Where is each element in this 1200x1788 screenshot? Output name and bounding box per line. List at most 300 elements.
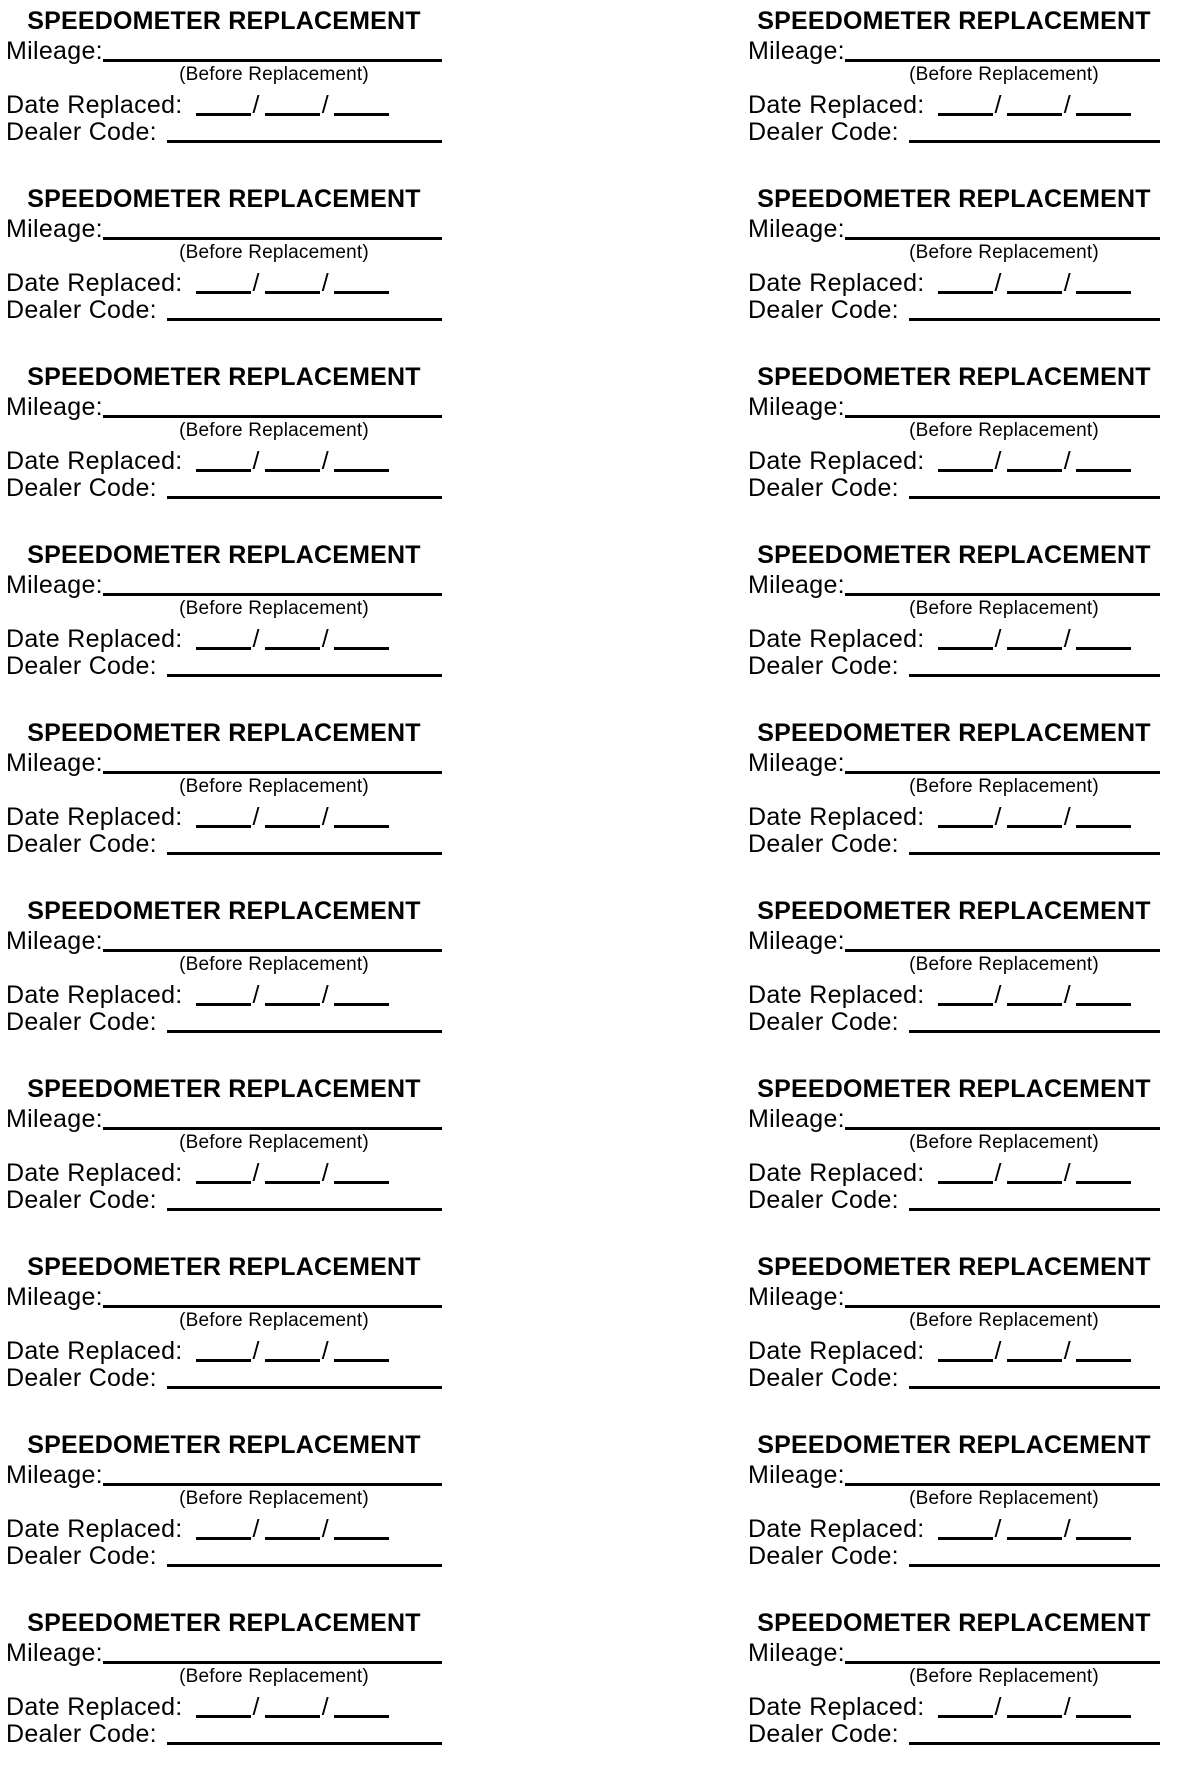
mileage-label: Mileage:: [6, 1639, 103, 1667]
mileage-fill-line[interactable]: [845, 394, 1160, 418]
dealer-code-row: [748, 1721, 1160, 1748]
mileage-fill-line[interactable]: [845, 572, 1160, 596]
dealer-code-fill-line[interactable]: [167, 297, 442, 321]
dealer-code-label: Dealer Code:: [6, 652, 157, 680]
date-blank-2[interactable]: [265, 1160, 320, 1184]
speedometer-replacement-block: [6, 364, 442, 542]
mileage-label: Mileage:: [748, 1461, 845, 1489]
date-blank-2[interactable]: [1007, 1160, 1062, 1184]
block-title: SPEEDOMETER REPLACEMENT: [27, 541, 421, 569]
block-title: SPEEDOMETER REPLACEMENT: [757, 1431, 1151, 1459]
date-blank-3[interactable]: [334, 448, 389, 472]
dealer-code-label: Dealer Code:: [748, 118, 899, 146]
dealer-code-label: Dealer Code:: [748, 474, 899, 502]
date-blank-1[interactable]: [196, 1160, 251, 1184]
block-title: SPEEDOMETER REPLACEMENT: [27, 897, 421, 925]
mileage-fill-line[interactable]: [845, 216, 1160, 240]
dealer-code-label: Dealer Code:: [6, 1542, 157, 1570]
date-replaced-row: [6, 448, 442, 475]
dealer-code-fill-line[interactable]: [909, 1543, 1160, 1567]
mileage-fill-line[interactable]: [845, 750, 1160, 774]
date-blank-3[interactable]: [334, 1516, 389, 1540]
dealer-code-fill-line[interactable]: [909, 653, 1160, 677]
date-separator-2: /: [1063, 1693, 1072, 1721]
mileage-label: Mileage:: [6, 749, 103, 777]
dealer-code-row: [748, 831, 1160, 858]
date-replaced-row: [6, 1516, 442, 1543]
mileage-fill-line[interactable]: [845, 38, 1160, 62]
block-title: SPEEDOMETER REPLACEMENT: [27, 1431, 421, 1459]
mileage-label: Mileage:: [6, 571, 103, 599]
date-replaced-row: [748, 92, 1160, 119]
date-blank-1[interactable]: [938, 92, 993, 116]
mileage-label: Mileage:: [6, 215, 103, 243]
date-blank-3[interactable]: [334, 626, 389, 650]
dealer-code-fill-line[interactable]: [909, 1187, 1160, 1211]
date-blank-1[interactable]: [196, 982, 251, 1006]
before-replacement-note: (Before Replacement): [909, 954, 1099, 975]
date-blank-1[interactable]: [196, 270, 251, 294]
before-replacement-note: (Before Replacement): [909, 776, 1099, 797]
date-replaced-label: Date Replaced:: [6, 447, 183, 475]
before-replacement-note: (Before Replacement): [179, 1666, 369, 1687]
dealer-code-fill-line[interactable]: [167, 1721, 442, 1745]
dealer-code-row: [748, 475, 1160, 502]
dealer-code-fill-line[interactable]: [167, 1365, 442, 1389]
date-blank-2[interactable]: [1007, 626, 1062, 650]
date-blank-2[interactable]: [1007, 1338, 1062, 1362]
date-separator-2: /: [321, 1693, 330, 1721]
date-separator-2: /: [321, 981, 330, 1009]
mileage-fill-line[interactable]: [103, 1462, 442, 1486]
date-blank-1[interactable]: [196, 1694, 251, 1718]
date-blank-2[interactable]: [1007, 92, 1062, 116]
dealer-code-row: [748, 119, 1160, 146]
date-separator-1: /: [994, 1693, 1002, 1721]
mileage-row: [748, 1106, 1160, 1133]
date-blank-3[interactable]: [1076, 804, 1131, 828]
date-blank-3[interactable]: [334, 1338, 389, 1362]
date-replaced-label: Date Replaced:: [6, 1693, 183, 1721]
mileage-fill-line[interactable]: [845, 1106, 1160, 1130]
before-replacement-note: (Before Replacement): [179, 1310, 369, 1331]
date-separator-1: /: [252, 91, 260, 119]
dealer-code-label: Dealer Code:: [6, 1186, 157, 1214]
date-replaced-label: Date Replaced:: [6, 981, 183, 1009]
speedometer-replacement-block: [6, 542, 442, 720]
mileage-label: Mileage:: [6, 37, 103, 65]
block-title: SPEEDOMETER REPLACEMENT: [757, 7, 1151, 35]
date-replaced-row: [6, 1338, 442, 1365]
dealer-code-fill-line[interactable]: [909, 831, 1160, 855]
date-blank-1[interactable]: [938, 1338, 993, 1362]
mileage-row: [748, 928, 1160, 955]
date-separator-2: /: [321, 91, 330, 119]
dealer-code-row: [6, 1009, 442, 1036]
before-replacement-note: (Before Replacement): [179, 1488, 369, 1509]
date-replaced-row: [6, 804, 442, 831]
speedometer-replacement-block: [748, 542, 1160, 720]
date-blank-2[interactable]: [265, 1516, 320, 1540]
date-blank-1[interactable]: [196, 626, 251, 650]
dealer-code-label: Dealer Code:: [748, 1186, 899, 1214]
date-blank-2[interactable]: [265, 270, 320, 294]
dealer-code-row: [6, 1543, 442, 1570]
date-replaced-label: Date Replaced:: [6, 1337, 183, 1365]
date-blank-3[interactable]: [1076, 626, 1131, 650]
mileage-row: [6, 1462, 442, 1489]
date-separator-1: /: [252, 1515, 260, 1543]
date-blank-3[interactable]: [1076, 1338, 1131, 1362]
date-separator-1: /: [994, 91, 1002, 119]
date-separator-1: /: [252, 803, 260, 831]
speedometer-replacement-block: [6, 8, 442, 186]
mileage-fill-line[interactable]: [103, 572, 442, 596]
dealer-code-fill-line[interactable]: [909, 1009, 1160, 1033]
date-separator-2: /: [321, 1159, 330, 1187]
date-blank-2[interactable]: [1007, 1516, 1062, 1540]
date-separator-1: /: [252, 1337, 260, 1365]
date-blank-1[interactable]: [938, 982, 993, 1006]
date-separator-1: /: [252, 625, 260, 653]
mileage-label: Mileage:: [748, 215, 845, 243]
date-blank-3[interactable]: [1076, 92, 1131, 116]
before-replacement-note: (Before Replacement): [909, 1488, 1099, 1509]
dealer-code-label: Dealer Code:: [748, 296, 899, 324]
date-separator-2: /: [1063, 1159, 1072, 1187]
mileage-label: Mileage:: [748, 1105, 845, 1133]
dealer-code-label: Dealer Code:: [748, 1008, 899, 1036]
dealer-code-row: [6, 119, 442, 146]
mileage-row: [748, 1284, 1160, 1311]
dealer-code-fill-line[interactable]: [167, 1543, 442, 1567]
date-blank-2[interactable]: [265, 92, 320, 116]
speedometer-replacement-block: [6, 898, 442, 1076]
date-replaced-label: Date Replaced:: [748, 981, 925, 1009]
date-separator-2: /: [321, 269, 330, 297]
before-replacement-note: (Before Replacement): [179, 420, 369, 441]
before-replacement-note: (Before Replacement): [909, 64, 1099, 85]
date-separator-1: /: [252, 269, 260, 297]
date-blank-3[interactable]: [1076, 1160, 1131, 1184]
mileage-fill-line[interactable]: [845, 1462, 1160, 1486]
dealer-code-fill-line[interactable]: [909, 1721, 1160, 1745]
date-replaced-row: [6, 270, 442, 297]
mileage-label: Mileage:: [748, 1283, 845, 1311]
dealer-code-fill-line[interactable]: [167, 1187, 442, 1211]
dealer-code-row: [748, 1009, 1160, 1036]
date-separator-1: /: [252, 447, 260, 475]
date-blank-2[interactable]: [1007, 804, 1062, 828]
mileage-label: Mileage:: [6, 927, 103, 955]
date-separator-1: /: [994, 981, 1002, 1009]
mileage-fill-line[interactable]: [103, 1640, 442, 1664]
date-separator-2: /: [1063, 625, 1072, 653]
block-title: SPEEDOMETER REPLACEMENT: [27, 185, 421, 213]
mileage-label: Mileage:: [6, 393, 103, 421]
date-blank-3[interactable]: [1076, 1516, 1131, 1540]
speedometer-replacement-block: [748, 1432, 1160, 1610]
speedometer-replacement-block: [6, 1432, 442, 1610]
mileage-row: [6, 38, 442, 65]
date-blank-1[interactable]: [938, 270, 993, 294]
date-replaced-row: [6, 626, 442, 653]
date-separator-2: /: [1063, 803, 1072, 831]
dealer-code-fill-line[interactable]: [167, 475, 442, 499]
date-blank-3[interactable]: [1076, 1694, 1131, 1718]
date-blank-3[interactable]: [334, 1694, 389, 1718]
mileage-label: Mileage:: [748, 1639, 845, 1667]
date-blank-2[interactable]: [265, 448, 320, 472]
mileage-label: Mileage:: [748, 571, 845, 599]
date-replaced-label: Date Replaced:: [6, 91, 183, 119]
dealer-code-fill-line[interactable]: [909, 119, 1160, 143]
date-replaced-row: [6, 982, 442, 1009]
speedometer-replacement-block: [6, 1254, 442, 1432]
before-replacement-note: (Before Replacement): [179, 64, 369, 85]
date-blank-1[interactable]: [196, 804, 251, 828]
date-blank-3[interactable]: [1076, 270, 1131, 294]
date-separator-1: /: [994, 269, 1002, 297]
mileage-label: Mileage:: [748, 393, 845, 421]
date-separator-1: /: [994, 1337, 1002, 1365]
block-title: SPEEDOMETER REPLACEMENT: [27, 1609, 421, 1637]
date-replaced-label: Date Replaced:: [748, 447, 925, 475]
date-replaced-row: [6, 1160, 442, 1187]
date-replaced-row: [748, 804, 1160, 831]
dealer-code-label: Dealer Code:: [748, 1720, 899, 1748]
block-title: SPEEDOMETER REPLACEMENT: [757, 541, 1151, 569]
date-blank-2[interactable]: [1007, 448, 1062, 472]
mileage-row: [6, 1284, 442, 1311]
dealer-code-label: Dealer Code:: [6, 1008, 157, 1036]
mileage-row: [748, 750, 1160, 777]
date-separator-2: /: [1063, 269, 1072, 297]
block-title: SPEEDOMETER REPLACEMENT: [757, 1075, 1151, 1103]
date-replaced-label: Date Replaced:: [6, 625, 183, 653]
date-separator-2: /: [1063, 91, 1072, 119]
mileage-fill-line[interactable]: [103, 750, 442, 774]
block-title: SPEEDOMETER REPLACEMENT: [757, 719, 1151, 747]
right-column: [748, 8, 1160, 1788]
speedometer-replacement-block: [748, 1610, 1160, 1788]
dealer-code-fill-line[interactable]: [167, 831, 442, 855]
mileage-label: Mileage:: [748, 37, 845, 65]
block-title: SPEEDOMETER REPLACEMENT: [757, 185, 1151, 213]
mileage-row: [748, 216, 1160, 243]
mileage-fill-line[interactable]: [845, 1640, 1160, 1664]
mileage-row: [6, 928, 442, 955]
block-title: SPEEDOMETER REPLACEMENT: [757, 1609, 1151, 1637]
date-blank-3[interactable]: [334, 92, 389, 116]
speedometer-replacement-block: [6, 1076, 442, 1254]
block-title: SPEEDOMETER REPLACEMENT: [27, 7, 421, 35]
date-separator-2: /: [321, 625, 330, 653]
mileage-row: [6, 1106, 442, 1133]
before-replacement-note: (Before Replacement): [179, 776, 369, 797]
date-replaced-row: [748, 1338, 1160, 1365]
date-blank-3[interactable]: [334, 982, 389, 1006]
date-blank-2[interactable]: [1007, 270, 1062, 294]
date-replaced-label: Date Replaced:: [748, 91, 925, 119]
date-blank-1[interactable]: [938, 626, 993, 650]
dealer-code-row: [6, 1365, 442, 1392]
date-blank-2[interactable]: [1007, 982, 1062, 1006]
date-replaced-label: Date Replaced:: [748, 803, 925, 831]
mileage-fill-line[interactable]: [103, 928, 442, 952]
dealer-code-fill-line[interactable]: [909, 297, 1160, 321]
date-blank-2[interactable]: [265, 1694, 320, 1718]
dealer-code-label: Dealer Code:: [748, 830, 899, 858]
left-column: [6, 8, 442, 1788]
date-replaced-row: [748, 270, 1160, 297]
before-replacement-note: (Before Replacement): [179, 242, 369, 263]
mileage-row: [6, 1640, 442, 1667]
mileage-row: [6, 216, 442, 243]
date-separator-2: /: [321, 1515, 330, 1543]
speedometer-replacement-block: [748, 1254, 1160, 1432]
mileage-row: [748, 1640, 1160, 1667]
date-blank-2[interactable]: [265, 804, 320, 828]
date-blank-1[interactable]: [196, 92, 251, 116]
mileage-row: [748, 1462, 1160, 1489]
date-separator-2: /: [321, 803, 330, 831]
date-replaced-label: Date Replaced:: [6, 803, 183, 831]
mileage-row: [6, 572, 442, 599]
date-replaced-label: Date Replaced:: [748, 625, 925, 653]
date-blank-1[interactable]: [938, 1160, 993, 1184]
dealer-code-row: [748, 1543, 1160, 1570]
before-replacement-note: (Before Replacement): [909, 1132, 1099, 1153]
date-separator-2: /: [321, 447, 330, 475]
date-blank-1[interactable]: [938, 804, 993, 828]
dealer-code-label: Dealer Code:: [6, 474, 157, 502]
before-replacement-note: (Before Replacement): [909, 1666, 1099, 1687]
date-separator-2: /: [1063, 981, 1072, 1009]
date-separator-2: /: [1063, 1515, 1072, 1543]
speedometer-replacement-block: [748, 186, 1160, 364]
date-blank-3[interactable]: [334, 270, 389, 294]
before-replacement-note: (Before Replacement): [909, 242, 1099, 263]
date-replaced-row: [6, 1694, 442, 1721]
dealer-code-fill-line[interactable]: [909, 475, 1160, 499]
block-title: SPEEDOMETER REPLACEMENT: [757, 897, 1151, 925]
before-replacement-note: (Before Replacement): [179, 598, 369, 619]
dealer-code-label: Dealer Code:: [6, 1720, 157, 1748]
speedometer-replacement-block: [748, 720, 1160, 898]
date-replaced-label: Date Replaced:: [6, 269, 183, 297]
dealer-code-label: Dealer Code:: [748, 1364, 899, 1392]
mileage-fill-line[interactable]: [845, 1284, 1160, 1308]
date-separator-1: /: [252, 981, 260, 1009]
dealer-code-row: [748, 1365, 1160, 1392]
date-blank-3[interactable]: [1076, 448, 1131, 472]
date-blank-3[interactable]: [1076, 982, 1131, 1006]
mileage-row: [748, 394, 1160, 421]
date-blank-1[interactable]: [196, 1516, 251, 1540]
block-title: SPEEDOMETER REPLACEMENT: [27, 1075, 421, 1103]
date-replaced-row: [748, 448, 1160, 475]
date-blank-3[interactable]: [334, 804, 389, 828]
date-blank-2[interactable]: [1007, 1694, 1062, 1718]
dealer-code-row: [6, 297, 442, 324]
mileage-row: [748, 572, 1160, 599]
dealer-code-row: [748, 653, 1160, 680]
mileage-fill-line[interactable]: [103, 38, 442, 62]
dealer-code-label: Dealer Code:: [6, 296, 157, 324]
date-blank-2[interactable]: [265, 626, 320, 650]
date-separator-1: /: [994, 625, 1002, 653]
mileage-label: Mileage:: [748, 927, 845, 955]
dealer-code-fill-line[interactable]: [909, 1365, 1160, 1389]
date-blank-1[interactable]: [938, 448, 993, 472]
date-separator-1: /: [994, 1159, 1002, 1187]
dealer-code-row: [748, 1187, 1160, 1214]
block-title: SPEEDOMETER REPLACEMENT: [27, 1253, 421, 1281]
date-separator-1: /: [252, 1693, 260, 1721]
date-replaced-row: [748, 1516, 1160, 1543]
dealer-code-label: Dealer Code:: [6, 118, 157, 146]
before-replacement-note: (Before Replacement): [909, 598, 1099, 619]
block-title: SPEEDOMETER REPLACEMENT: [757, 363, 1151, 391]
speedometer-replacement-block: [748, 364, 1160, 542]
date-replaced-row: [748, 982, 1160, 1009]
date-separator-1: /: [994, 447, 1002, 475]
date-blank-1[interactable]: [196, 448, 251, 472]
dealer-code-fill-line[interactable]: [167, 653, 442, 677]
speedometer-replacement-block: [748, 1076, 1160, 1254]
mileage-fill-line[interactable]: [103, 1284, 442, 1308]
date-separator-1: /: [252, 1159, 260, 1187]
mileage-label: Mileage:: [748, 749, 845, 777]
speedometer-replacement-block: [748, 898, 1160, 1076]
dealer-code-row: [6, 831, 442, 858]
dealer-code-fill-line[interactable]: [167, 119, 442, 143]
date-replaced-row: [6, 92, 442, 119]
mileage-fill-line[interactable]: [103, 1106, 442, 1130]
date-replaced-row: [748, 1160, 1160, 1187]
mileage-row: [6, 394, 442, 421]
date-blank-2[interactable]: [265, 982, 320, 1006]
date-replaced-row: [748, 1694, 1160, 1721]
block-title: SPEEDOMETER REPLACEMENT: [27, 363, 421, 391]
date-replaced-label: Date Replaced:: [6, 1515, 183, 1543]
date-blank-1[interactable]: [196, 1338, 251, 1362]
speedometer-replacement-block: [6, 1610, 442, 1788]
date-blank-1[interactable]: [938, 1694, 993, 1718]
mileage-fill-line[interactable]: [103, 394, 442, 418]
mileage-row: [6, 750, 442, 777]
date-separator-1: /: [994, 803, 1002, 831]
dealer-code-fill-line[interactable]: [167, 1009, 442, 1033]
dealer-code-row: [6, 653, 442, 680]
dealer-code-row: [6, 1721, 442, 1748]
date-blank-1[interactable]: [938, 1516, 993, 1540]
mileage-fill-line[interactable]: [103, 216, 442, 240]
dealer-code-label: Dealer Code:: [6, 830, 157, 858]
before-replacement-note: (Before Replacement): [909, 420, 1099, 441]
date-separator-2: /: [1063, 1337, 1072, 1365]
mileage-fill-line[interactable]: [845, 928, 1160, 952]
dealer-code-label: Dealer Code:: [748, 652, 899, 680]
dealer-code-label: Dealer Code:: [6, 1364, 157, 1392]
date-replaced-row: [748, 626, 1160, 653]
date-blank-3[interactable]: [334, 1160, 389, 1184]
date-replaced-label: Date Replaced:: [748, 269, 925, 297]
dealer-code-row: [748, 297, 1160, 324]
date-replaced-label: Date Replaced:: [748, 1693, 925, 1721]
date-blank-2[interactable]: [265, 1338, 320, 1362]
